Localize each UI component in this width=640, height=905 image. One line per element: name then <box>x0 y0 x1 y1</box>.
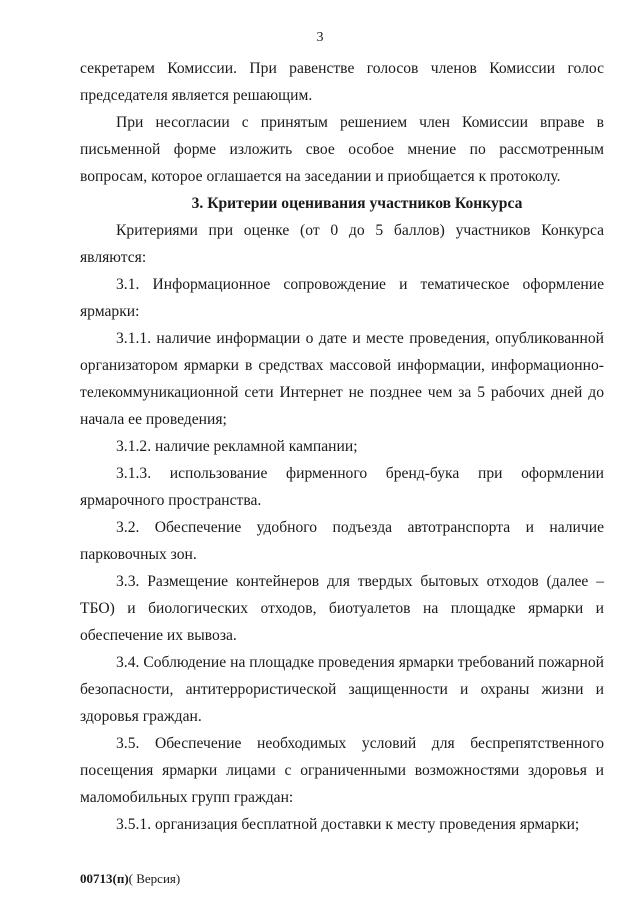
criterion-3-4: 3.4. Соблюдение на площадке проведения ярмарки требований пожарной безопасности, антитеррористической защищенности и охраны жизни и здоровья граждан. <box>80 654 604 725</box>
page-number: 3 <box>316 30 324 45</box>
paragraph-continuation: секретарем Комиссии. При равенстве голосов членов Комиссии голос председателя является решающим. <box>80 60 604 104</box>
criterion-3-1-3: 3.1.3. использование фирменного бренд-бука при оформлении ярмарочного пространства. <box>80 465 604 509</box>
criterion-3-1: 3.1. Информационное сопровождение и тематическое оформление ярмарки: <box>80 276 604 320</box>
document-footer <box>80 871 180 887</box>
criterion-3-3: 3.3. Размещение контейнеров для твердых бытовых отходов (далее – ТБО) и биологических отходов, биотуалетов на площадке ярмарки и обеспечение их вывоза. <box>80 573 604 644</box>
version-label: ( Версия) <box>128 871 181 886</box>
criterion-3-5-1: 3.5.1. организация бесплатной доставки к месту проведения ярмарки; <box>116 816 580 833</box>
paragraph-disagreement: При несогласии с принятым решением член Комиссии вправе в письменной форме изложить свое особое мнение по рассмотренным вопросам, которое оглашается на заседании и приобщается к протоколу. <box>80 114 604 185</box>
criterion-3-1-2: 3.1.2. наличие рекламной кампании; <box>116 438 358 455</box>
document-code: 00713(п) <box>80 871 129 886</box>
document-body <box>80 55 604 838</box>
criteria-intro: Критериями при оценке (от 0 до 5 баллов) участников Конкурса являются: <box>80 222 604 266</box>
criterion-3-2: 3.2. Обеспечение удобного подъезда автотранспорта и наличие парковочных зон. <box>80 519 604 563</box>
section-heading: 3. Критерии оценивания участников Конкурса <box>191 195 523 212</box>
criterion-3-1-1: 3.1.1. наличие информации о дате и месте проведения, опубликованной организатором ярмарки в средствах массовой информации, информационно-телекоммуникационной сети Интернет не позднее чем за 5 рабочих дней до начала ее проведения; <box>80 330 604 428</box>
criterion-3-5: 3.5. Обеспечение необходимых условий для беспрепятственного посещения ярмарки лицами с ограниченными возможностями здоровья и маломобильных групп граждан: <box>80 735 604 806</box>
